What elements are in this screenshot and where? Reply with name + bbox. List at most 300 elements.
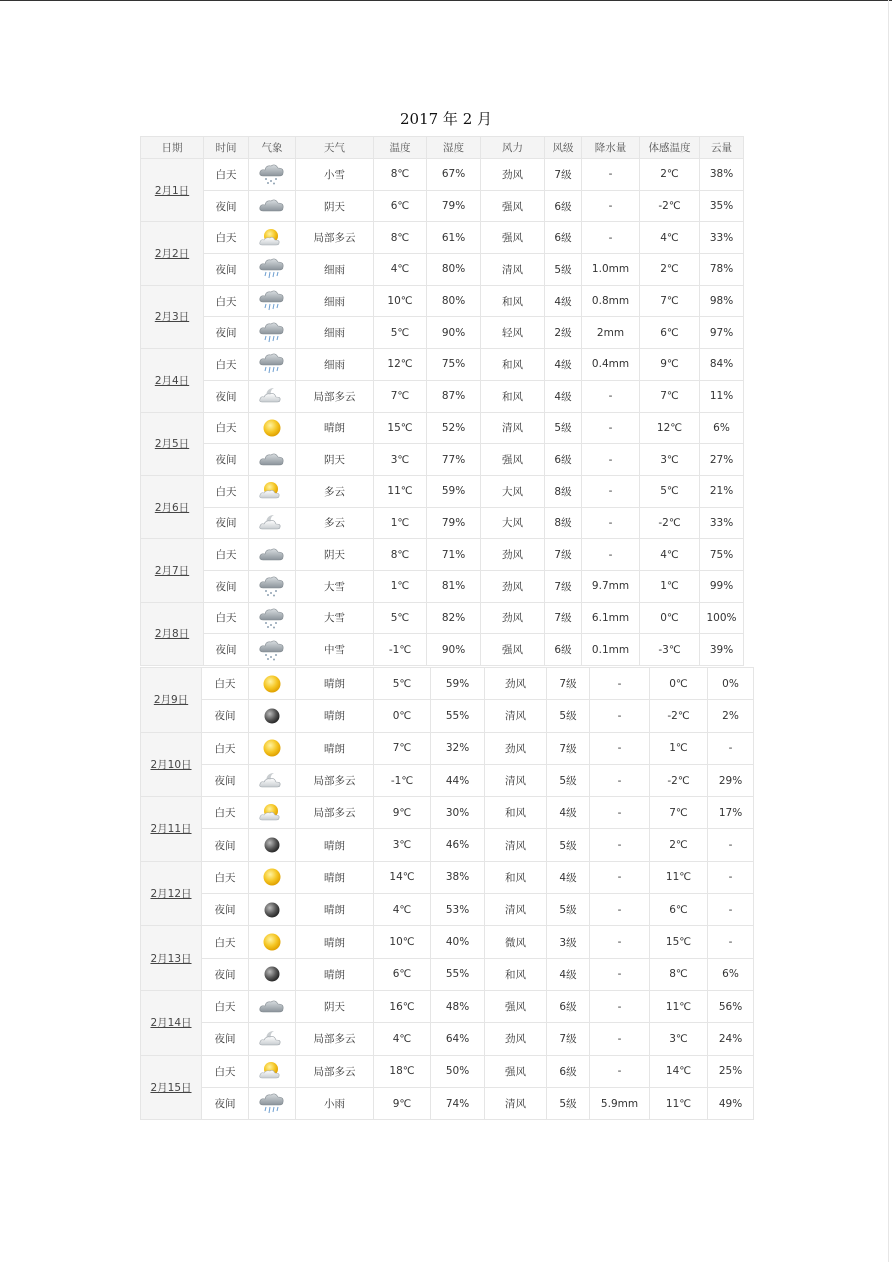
- weather-cell: 阴天: [296, 190, 374, 222]
- precipitation-cell: -: [590, 926, 650, 958]
- precipitation-cell: -: [590, 797, 650, 829]
- feels-like-cell: 5℃: [640, 475, 700, 507]
- temperature-cell: 7℃: [374, 732, 431, 764]
- header-wind-level: 风级: [545, 137, 582, 159]
- header-temperature: 温度: [374, 137, 427, 159]
- feels-like-cell: -2℃: [640, 507, 700, 539]
- wind-level-cell: 5级: [547, 1087, 590, 1119]
- wind-level-cell: 4级: [547, 797, 590, 829]
- time-cell: 白天: [204, 159, 249, 191]
- sun-icon: [249, 926, 296, 958]
- cloud-cover-cell: 21%: [700, 475, 744, 507]
- wind-cell: 微风: [485, 926, 547, 958]
- weather-cell: 局部多云: [296, 222, 374, 254]
- table-row: [141, 444, 744, 476]
- wind-level-cell: 7级: [547, 1023, 590, 1055]
- table-row: [141, 507, 744, 539]
- overcast-cloud-icon: [249, 190, 296, 222]
- cloud-cover-cell: 99%: [700, 570, 744, 602]
- temperature-cell: 8℃: [374, 159, 427, 191]
- wind-cell: 和风: [481, 285, 545, 317]
- wind-level-cell: 5级: [547, 829, 590, 861]
- precipitation-cell: -: [582, 539, 640, 571]
- table-header-row: [141, 137, 744, 159]
- weather-cell: 多云: [296, 475, 374, 507]
- humidity-cell: 90%: [427, 317, 481, 349]
- wind-level-cell: 6级: [547, 1055, 590, 1087]
- temperature-cell: 15℃: [374, 412, 427, 444]
- time-cell: 夜间: [202, 894, 249, 926]
- wind-cell: 劲风: [485, 668, 547, 700]
- sun-icon: [249, 861, 296, 893]
- cloud-cover-cell: -: [708, 829, 754, 861]
- table-row: [141, 668, 754, 700]
- humidity-cell: 38%: [431, 861, 485, 893]
- temperature-cell: 9℃: [374, 1087, 431, 1119]
- cloud-cover-cell: 17%: [708, 797, 754, 829]
- precipitation-cell: -: [590, 700, 650, 732]
- wind-level-cell: 5级: [545, 254, 582, 286]
- wind-cell: 清风: [481, 254, 545, 286]
- date-link[interactable]: 2月11日: [141, 797, 202, 862]
- wind-cell: 和风: [485, 958, 547, 990]
- table-row: [141, 159, 744, 191]
- time-cell: 夜间: [204, 507, 249, 539]
- time-cell: 白天: [204, 412, 249, 444]
- time-cell: 夜间: [202, 1023, 249, 1055]
- weather-cell: 阴天: [296, 539, 374, 571]
- weather-cell: 局部多云: [296, 380, 374, 412]
- table-row: [141, 475, 744, 507]
- partly-cloudy-moon-icon: [249, 1023, 296, 1055]
- humidity-cell: 79%: [427, 507, 481, 539]
- wind-cell: 劲风: [481, 570, 545, 602]
- time-cell: 白天: [202, 668, 249, 700]
- cloud-cover-cell: 27%: [700, 444, 744, 476]
- precipitation-cell: 1.0mm: [582, 254, 640, 286]
- date-link[interactable]: 2月15日: [141, 1055, 202, 1120]
- humidity-cell: 64%: [431, 1023, 485, 1055]
- weather-cell: 中雪: [296, 634, 374, 666]
- table-row: [141, 861, 754, 893]
- date-link[interactable]: 2月13日: [141, 926, 202, 991]
- precipitation-cell: 5.9mm: [590, 1087, 650, 1119]
- weather-cell: 局部多云: [296, 797, 374, 829]
- wind-level-cell: 4级: [547, 958, 590, 990]
- cloud-cover-cell: -: [708, 926, 754, 958]
- table-row: [141, 349, 744, 381]
- feels-like-cell: 2℃: [640, 254, 700, 286]
- table-row: [141, 254, 744, 286]
- humidity-cell: 50%: [431, 1055, 485, 1087]
- wind-cell: 劲风: [481, 602, 545, 634]
- time-cell: 夜间: [204, 634, 249, 666]
- time-cell: 白天: [202, 926, 249, 958]
- time-cell: 白天: [202, 990, 249, 1022]
- cloud-cover-cell: 97%: [700, 317, 744, 349]
- rain-cloud-icon: [249, 1087, 296, 1119]
- moon-icon: [249, 700, 296, 732]
- weather-cell: 小雨: [296, 1087, 374, 1119]
- humidity-cell: 77%: [427, 444, 481, 476]
- table-row: [141, 412, 744, 444]
- weather-cell: 局部多云: [296, 1023, 374, 1055]
- header-humidity: 湿度: [427, 137, 481, 159]
- humidity-cell: 32%: [431, 732, 485, 764]
- precipitation-cell: -: [590, 990, 650, 1022]
- date-link[interactable]: 2月8日: [141, 602, 204, 665]
- top-border-line: [0, 0, 892, 1]
- table-row: [141, 380, 744, 412]
- precipitation-cell: -: [590, 764, 650, 796]
- feels-like-cell: 6℃: [640, 317, 700, 349]
- wind-level-cell: 4级: [545, 349, 582, 381]
- humidity-cell: 67%: [427, 159, 481, 191]
- temperature-cell: 5℃: [374, 317, 427, 349]
- precipitation-cell: -: [582, 412, 640, 444]
- cloud-cover-cell: 56%: [708, 990, 754, 1022]
- wind-level-cell: 5级: [547, 700, 590, 732]
- date-link[interactable]: 2月2日: [141, 222, 204, 285]
- header-weather: 天气: [296, 137, 374, 159]
- temperature-cell: 10℃: [374, 926, 431, 958]
- partly-cloudy-sun-icon: [249, 475, 296, 507]
- precipitation-cell: -: [590, 829, 650, 861]
- right-page-edge: [888, 0, 889, 1262]
- sun-icon: [249, 412, 296, 444]
- table-row: [141, 570, 744, 602]
- precipitation-cell: -: [582, 222, 640, 254]
- date-link[interactable]: 2月12日: [141, 861, 202, 926]
- precipitation-cell: 6.1mm: [582, 602, 640, 634]
- temperature-cell: 3℃: [374, 829, 431, 861]
- precipitation-cell: -: [582, 444, 640, 476]
- partly-cloudy-sun-icon: [249, 1055, 296, 1087]
- humidity-cell: 61%: [427, 222, 481, 254]
- time-cell: 白天: [204, 285, 249, 317]
- wind-level-cell: 4级: [545, 285, 582, 317]
- temperature-cell: 10℃: [374, 285, 427, 317]
- header-feels-like: 体感温度: [640, 137, 700, 159]
- humidity-cell: 87%: [427, 380, 481, 412]
- precipitation-cell: 0.8mm: [582, 285, 640, 317]
- time-cell: 白天: [202, 861, 249, 893]
- weather-table-part-1: [140, 136, 744, 666]
- cloud-cover-cell: 38%: [700, 159, 744, 191]
- temperature-cell: -1℃: [374, 764, 431, 796]
- humidity-cell: 48%: [431, 990, 485, 1022]
- wind-level-cell: 6级: [545, 634, 582, 666]
- feels-like-cell: 2℃: [650, 829, 708, 861]
- temperature-cell: 4℃: [374, 894, 431, 926]
- feels-like-cell: -2℃: [640, 190, 700, 222]
- wind-cell: 清风: [485, 764, 547, 796]
- cloud-cover-cell: 84%: [700, 349, 744, 381]
- date-link[interactable]: 2月7日: [141, 539, 204, 602]
- feels-like-cell: 11℃: [650, 990, 708, 1022]
- humidity-cell: 30%: [431, 797, 485, 829]
- date-link[interactable]: 2月14日: [141, 990, 202, 1055]
- weather-cell: 晴朗: [296, 700, 374, 732]
- partly-cloudy-sun-icon: [249, 797, 296, 829]
- precipitation-cell: -: [590, 732, 650, 764]
- overcast-cloud-icon: [249, 990, 296, 1022]
- time-cell: 夜间: [204, 317, 249, 349]
- weather-cell: 晴朗: [296, 829, 374, 861]
- weather-cell: 细雨: [296, 317, 374, 349]
- precipitation-cell: -: [590, 861, 650, 893]
- temperature-cell: 7℃: [374, 380, 427, 412]
- time-cell: 夜间: [204, 190, 249, 222]
- weather-cell: 晴朗: [296, 894, 374, 926]
- humidity-cell: 55%: [431, 958, 485, 990]
- table-row: [141, 732, 754, 764]
- temperature-cell: 9℃: [374, 797, 431, 829]
- cloud-cover-cell: 75%: [700, 539, 744, 571]
- humidity-cell: 44%: [431, 764, 485, 796]
- time-cell: 夜间: [204, 254, 249, 286]
- date-link[interactable]: 2月10日: [141, 732, 202, 797]
- humidity-cell: 75%: [427, 349, 481, 381]
- wind-level-cell: 7级: [545, 539, 582, 571]
- table-row: [141, 958, 754, 990]
- table-row: [141, 829, 754, 861]
- snow-cloud-icon: [249, 634, 296, 666]
- weather-cell: 晴朗: [296, 861, 374, 893]
- date-link[interactable]: 2月5日: [141, 412, 204, 475]
- precipitation-cell: 2mm: [582, 317, 640, 349]
- precipitation-cell: -: [582, 380, 640, 412]
- time-cell: 夜间: [202, 1087, 249, 1119]
- header-wind: 风力: [481, 137, 545, 159]
- precipitation-cell: -: [590, 894, 650, 926]
- time-cell: 白天: [204, 475, 249, 507]
- table-row: [141, 1023, 754, 1055]
- table-row: [141, 222, 744, 254]
- cloud-cover-cell: 33%: [700, 507, 744, 539]
- feels-like-cell: 12℃: [640, 412, 700, 444]
- time-cell: 夜间: [202, 700, 249, 732]
- cloud-cover-cell: 29%: [708, 764, 754, 796]
- humidity-cell: 90%: [427, 634, 481, 666]
- humidity-cell: 52%: [427, 412, 481, 444]
- wind-level-cell: 5级: [547, 894, 590, 926]
- temperature-cell: 6℃: [374, 958, 431, 990]
- humidity-cell: 55%: [431, 700, 485, 732]
- feels-like-cell: 6℃: [650, 894, 708, 926]
- precipitation-cell: -: [582, 507, 640, 539]
- cloud-cover-cell: 6%: [708, 958, 754, 990]
- precipitation-cell: -: [582, 190, 640, 222]
- wind-cell: 劲风: [481, 539, 545, 571]
- weather-cell: 大雪: [296, 570, 374, 602]
- date-link[interactable]: 2月3日: [141, 285, 204, 348]
- wind-level-cell: 5级: [547, 764, 590, 796]
- sun-icon: [249, 732, 296, 764]
- cloud-cover-cell: 6%: [700, 412, 744, 444]
- table-row: [141, 1055, 754, 1087]
- header-date: 日期: [141, 137, 204, 159]
- wind-cell: 清风: [485, 1087, 547, 1119]
- table-row: [141, 797, 754, 829]
- cloud-cover-cell: -: [708, 732, 754, 764]
- rain-cloud-icon: [249, 317, 296, 349]
- wind-cell: 强风: [481, 222, 545, 254]
- moon-icon: [249, 894, 296, 926]
- table-row: [141, 539, 744, 571]
- wind-cell: 轻风: [481, 317, 545, 349]
- wind-cell: 强风: [485, 990, 547, 1022]
- precipitation-cell: -: [582, 475, 640, 507]
- wind-level-cell: 7级: [545, 602, 582, 634]
- temperature-cell: 4℃: [374, 1023, 431, 1055]
- feels-like-cell: 1℃: [640, 570, 700, 602]
- precipitation-cell: 0.4mm: [582, 349, 640, 381]
- time-cell: 白天: [202, 797, 249, 829]
- temperature-cell: 11℃: [374, 475, 427, 507]
- weather-cell: 局部多云: [296, 1055, 374, 1087]
- temperature-cell: 8℃: [374, 222, 427, 254]
- weather-cell: 阴天: [296, 990, 374, 1022]
- wind-level-cell: 6级: [545, 190, 582, 222]
- feels-like-cell: 1℃: [650, 732, 708, 764]
- table-row: [141, 317, 744, 349]
- humidity-cell: 40%: [431, 926, 485, 958]
- wind-cell: 和风: [481, 349, 545, 381]
- temperature-cell: 5℃: [374, 602, 427, 634]
- date-link[interactable]: 2月1日: [141, 159, 204, 222]
- header-precipitation: 降水量: [582, 137, 640, 159]
- feels-like-cell: 2℃: [640, 159, 700, 191]
- wind-level-cell: 2级: [545, 317, 582, 349]
- wind-level-cell: 6级: [547, 990, 590, 1022]
- partly-cloudy-moon-icon: [249, 764, 296, 796]
- time-cell: 白天: [202, 732, 249, 764]
- weather-cell: 小雪: [296, 159, 374, 191]
- precipitation-cell: -: [590, 1023, 650, 1055]
- cloud-cover-cell: 24%: [708, 1023, 754, 1055]
- feels-like-cell: 7℃: [640, 380, 700, 412]
- humidity-cell: 80%: [427, 254, 481, 286]
- humidity-cell: 74%: [431, 1087, 485, 1119]
- cloud-cover-cell: 33%: [700, 222, 744, 254]
- wind-level-cell: 6级: [545, 444, 582, 476]
- date-link[interactable]: 2月4日: [141, 349, 204, 412]
- time-cell: 白天: [202, 1055, 249, 1087]
- cloud-cover-cell: 11%: [700, 380, 744, 412]
- wind-cell: 大风: [481, 507, 545, 539]
- feels-like-cell: 14℃: [650, 1055, 708, 1087]
- date-link[interactable]: 2月6日: [141, 475, 204, 538]
- wind-level-cell: 3级: [547, 926, 590, 958]
- time-cell: 白天: [204, 602, 249, 634]
- wind-cell: 大风: [481, 475, 545, 507]
- feels-like-cell: 15℃: [650, 926, 708, 958]
- wind-cell: 和风: [485, 861, 547, 893]
- snow-cloud-icon: [249, 570, 296, 602]
- rain-cloud-icon: [249, 285, 296, 317]
- partly-cloudy-moon-icon: [249, 507, 296, 539]
- time-cell: 白天: [204, 349, 249, 381]
- temperature-cell: 1℃: [374, 570, 427, 602]
- sun-icon: [249, 668, 296, 700]
- rain-cloud-icon: [249, 254, 296, 286]
- temperature-cell: -1℃: [374, 634, 427, 666]
- wind-level-cell: 4级: [545, 380, 582, 412]
- wind-level-cell: 8级: [545, 475, 582, 507]
- humidity-cell: 53%: [431, 894, 485, 926]
- precipitation-cell: 9.7mm: [582, 570, 640, 602]
- cloud-cover-cell: -: [708, 861, 754, 893]
- temperature-cell: 5℃: [374, 668, 431, 700]
- table-row: [141, 990, 754, 1022]
- moon-icon: [249, 829, 296, 861]
- feels-like-cell: -2℃: [650, 764, 708, 796]
- feels-like-cell: 7℃: [650, 797, 708, 829]
- time-cell: 夜间: [202, 764, 249, 796]
- temperature-cell: 4℃: [374, 254, 427, 286]
- date-link[interactable]: 2月9日: [141, 668, 202, 733]
- wind-cell: 劲风: [485, 732, 547, 764]
- table-row: [141, 764, 754, 796]
- weather-cell: 细雨: [296, 254, 374, 286]
- humidity-cell: 59%: [427, 475, 481, 507]
- wind-cell: 和风: [485, 797, 547, 829]
- header-cloud-cover: 云量: [700, 137, 744, 159]
- header-time: 时间: [204, 137, 249, 159]
- table-row: [141, 700, 754, 732]
- table-row: [141, 190, 744, 222]
- cloud-cover-cell: 0%: [708, 668, 754, 700]
- weather-cell: 大雪: [296, 602, 374, 634]
- header-condition-icon: 气象: [249, 137, 296, 159]
- weather-cell: 细雨: [296, 349, 374, 381]
- feels-like-cell: 3℃: [650, 1023, 708, 1055]
- temperature-cell: 8℃: [374, 539, 427, 571]
- partly-cloudy-moon-icon: [249, 380, 296, 412]
- wind-level-cell: 6级: [545, 222, 582, 254]
- weather-cell: 晴朗: [296, 958, 374, 990]
- rain-cloud-icon: [249, 349, 296, 381]
- wind-cell: 清风: [485, 700, 547, 732]
- wind-level-cell: 7级: [545, 159, 582, 191]
- table-row: [141, 634, 744, 666]
- wind-level-cell: 4级: [547, 861, 590, 893]
- weather-cell: 多云: [296, 507, 374, 539]
- wind-level-cell: 7级: [547, 732, 590, 764]
- snow-cloud-icon: [249, 602, 296, 634]
- precipitation-cell: -: [590, 668, 650, 700]
- feels-like-cell: -3℃: [640, 634, 700, 666]
- partly-cloudy-sun-icon: [249, 222, 296, 254]
- cloud-cover-cell: 25%: [708, 1055, 754, 1087]
- weather-cell: 晴朗: [296, 926, 374, 958]
- humidity-cell: 59%: [431, 668, 485, 700]
- snow-cloud-icon: [249, 159, 296, 191]
- wind-cell: 强风: [481, 634, 545, 666]
- weather-cell: 晴朗: [296, 412, 374, 444]
- humidity-cell: 79%: [427, 190, 481, 222]
- temperature-cell: 16℃: [374, 990, 431, 1022]
- temperature-cell: 18℃: [374, 1055, 431, 1087]
- wind-cell: 强风: [481, 190, 545, 222]
- cloud-cover-cell: 35%: [700, 190, 744, 222]
- cloud-cover-cell: -: [708, 894, 754, 926]
- wind-cell: 强风: [485, 1055, 547, 1087]
- precipitation-cell: -: [582, 159, 640, 191]
- cloud-cover-cell: 100%: [700, 602, 744, 634]
- temperature-cell: 12℃: [374, 349, 427, 381]
